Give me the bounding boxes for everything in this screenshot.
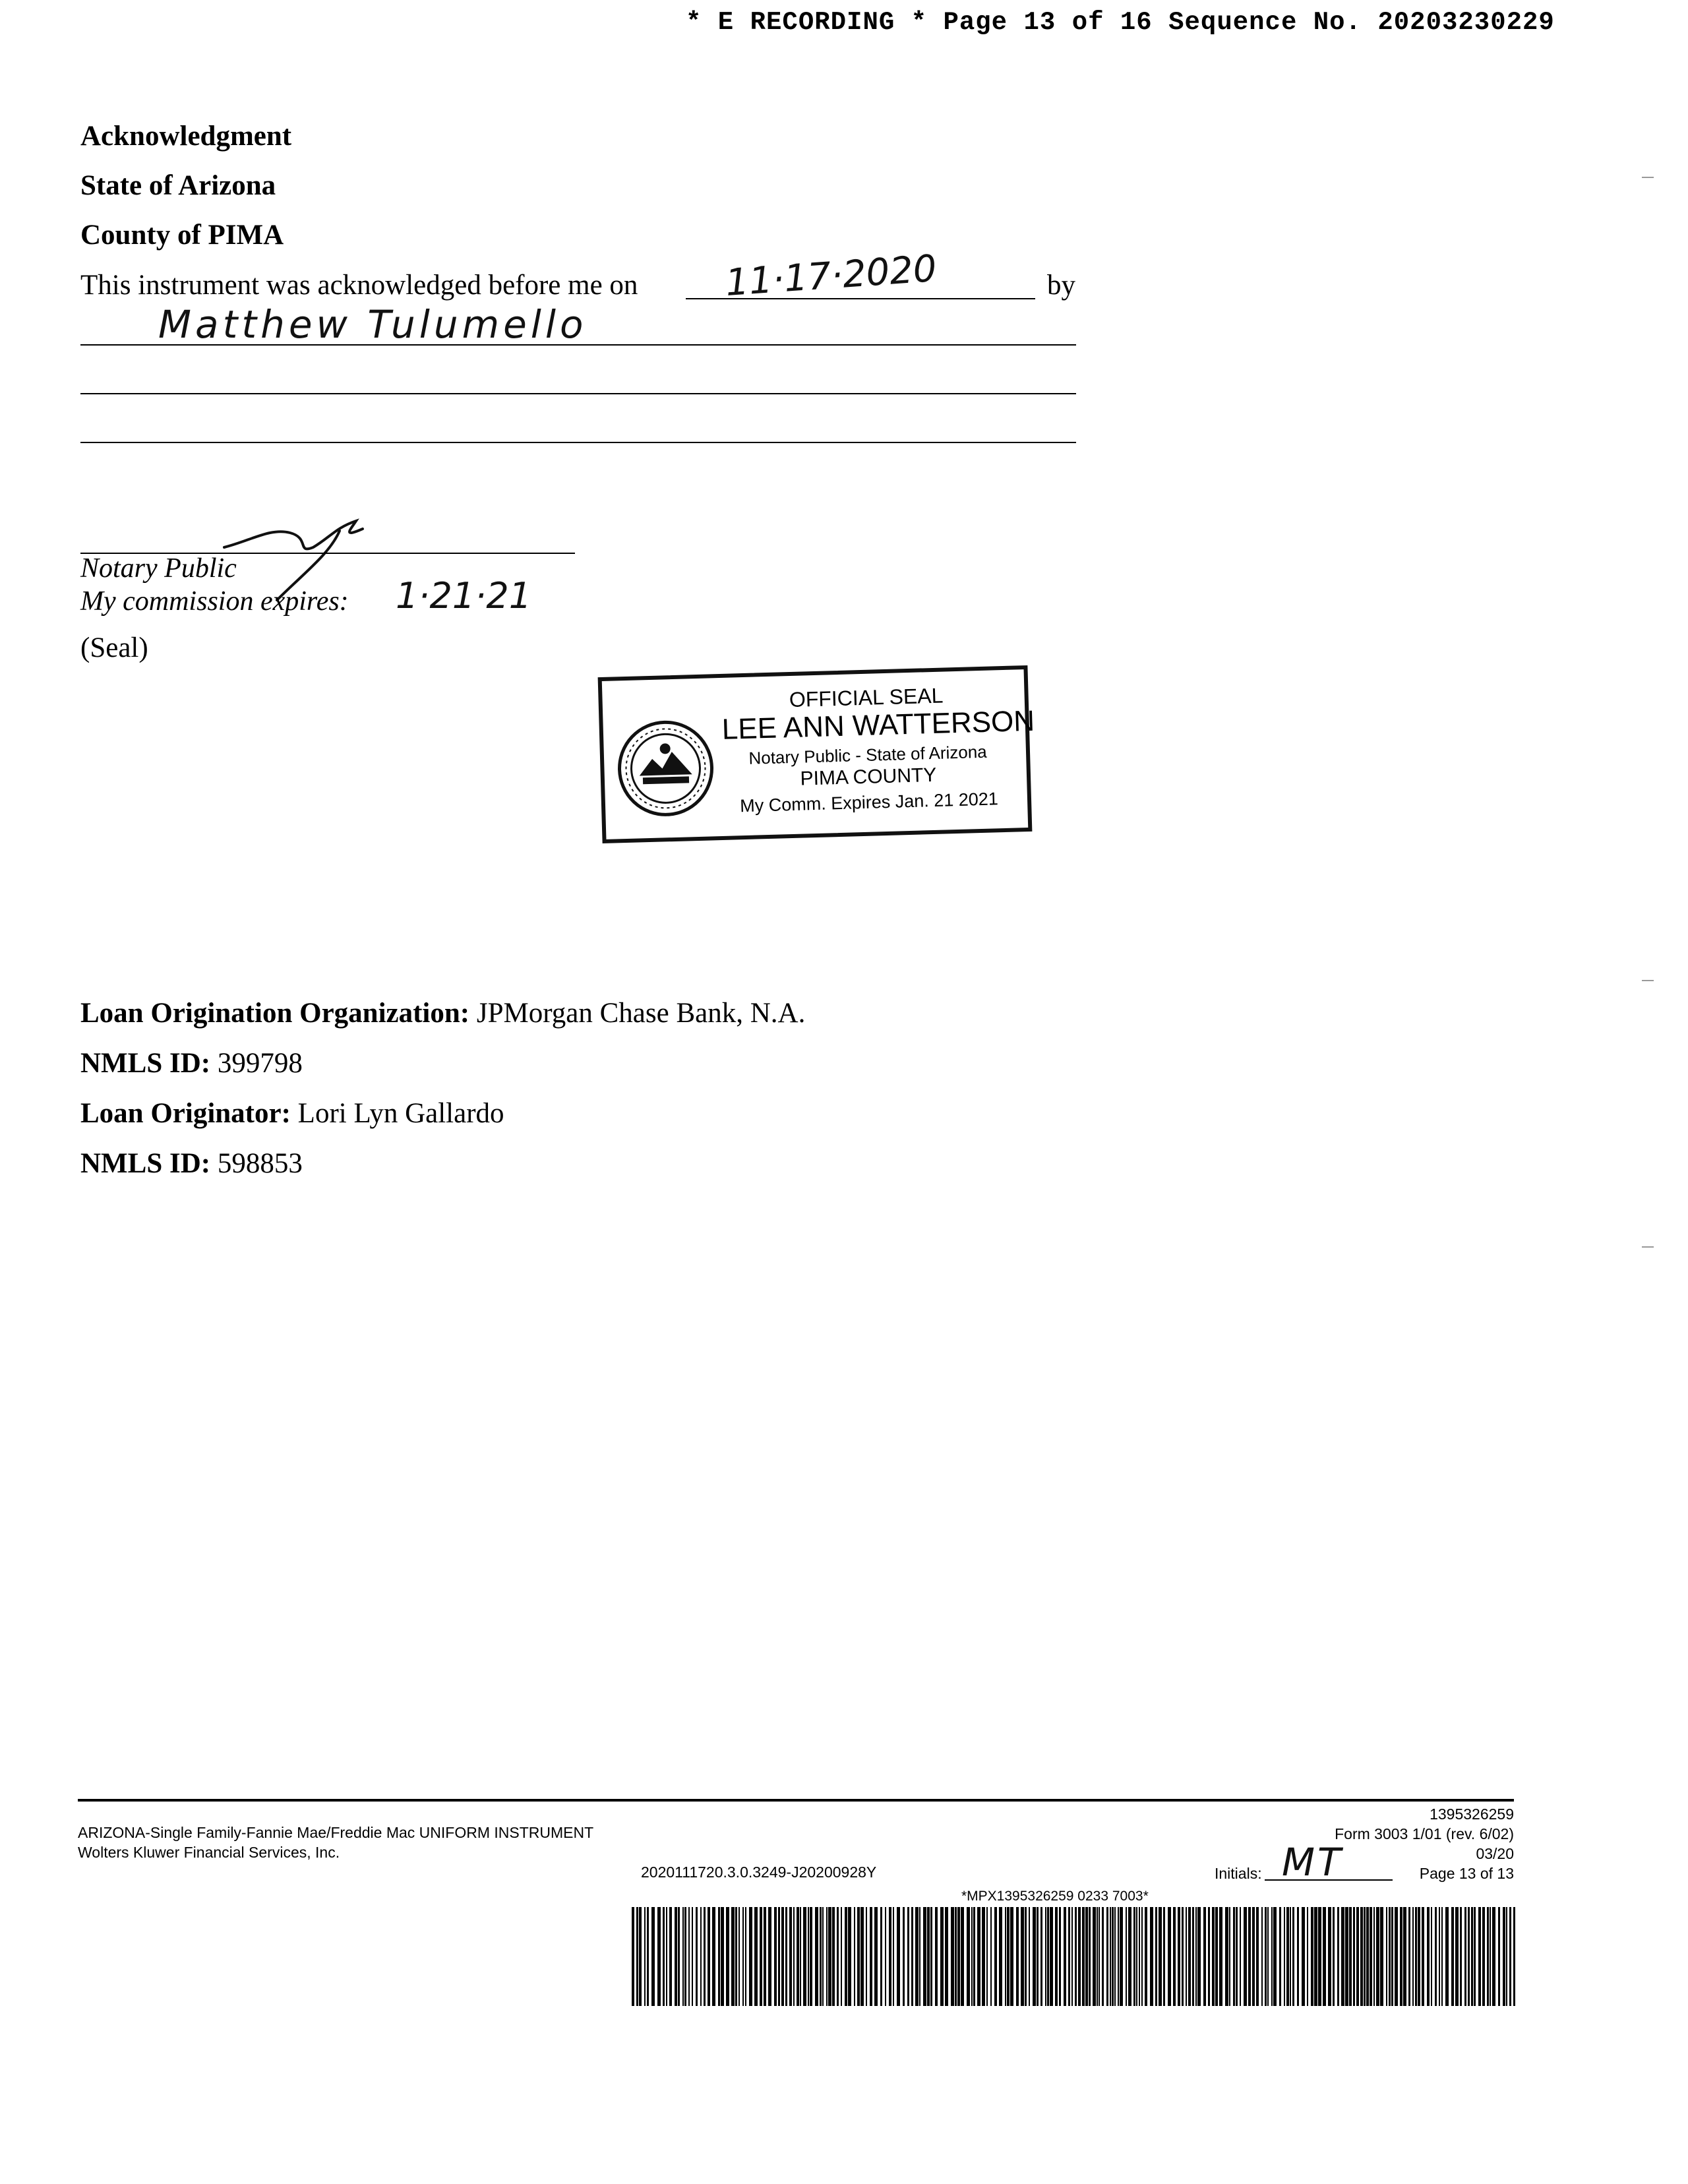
barcode-bar	[760, 1907, 762, 2006]
seal-notary-name: LEE ANN WATTERSON	[721, 704, 1035, 746]
barcode-bar	[1271, 1907, 1273, 2006]
barcode-bar	[1229, 1907, 1230, 2006]
barcode-bar	[1082, 1907, 1085, 2006]
barcode-bar	[1492, 1907, 1495, 2006]
barcode-bar	[1318, 1907, 1321, 2006]
barcode-bar	[1155, 1907, 1157, 2006]
barcode-bar	[1078, 1907, 1081, 2006]
barcode-bar	[990, 1907, 992, 2006]
barcode-bar	[1047, 1907, 1049, 2006]
footer-publisher: Wolters Kluwer Financial Services, Inc.	[78, 1844, 340, 1861]
barcode-bar	[764, 1907, 766, 2006]
barcode-bar	[1337, 1907, 1339, 2006]
barcode-bar	[1212, 1907, 1215, 2006]
barcode-bar	[1059, 1907, 1061, 2006]
barcode-bar	[973, 1907, 975, 2006]
barcode-bar	[1284, 1907, 1285, 2006]
barcode-bar	[742, 1907, 744, 2006]
barcode-bar	[994, 1907, 997, 2006]
barcode-bar	[1208, 1907, 1210, 2006]
barcode-bar	[828, 1907, 831, 2006]
barcode-bar	[749, 1907, 752, 2006]
barcode-text: *MPX1395326259 0233 7003*	[961, 1889, 1149, 1904]
barcode-bar	[781, 1907, 784, 2006]
notary-public-label: Notary Public	[80, 553, 237, 584]
barcode-bar	[1236, 1907, 1238, 2006]
nmls-org-row	[80, 1047, 303, 1079]
barcode-bar	[1341, 1907, 1344, 2006]
barcode-bar	[666, 1907, 667, 2006]
barcode-bar	[803, 1907, 806, 2006]
barcode-bar	[778, 1907, 780, 2006]
footer-form-number: Form 3003 1/01 (rev. 6/02)	[1335, 1825, 1514, 1842]
barcode-bar	[977, 1907, 980, 2006]
barcode-bar	[945, 1907, 948, 2006]
barcode-bar	[1097, 1907, 1098, 2006]
barcode-bar	[1471, 1907, 1473, 2006]
barcode-bar	[1513, 1907, 1515, 2006]
barcode-bar	[1240, 1907, 1241, 2006]
barcode-bar	[951, 1907, 954, 2006]
barcode-bar	[810, 1907, 812, 2006]
arizona-state-seal-icon	[615, 717, 716, 819]
barcode-bar	[726, 1907, 729, 2006]
barcode-bar	[1431, 1907, 1432, 2006]
barcode-bar	[1370, 1907, 1372, 2006]
footer-document-code: 2020111720.3.0.3249-J20200928Y	[641, 1864, 877, 1881]
barcode-bar	[955, 1907, 957, 2006]
barcode-bar	[1203, 1907, 1206, 2006]
barcode-bar	[1244, 1907, 1247, 2006]
barcode-bar	[721, 1907, 724, 2006]
nmls-originator-row	[80, 1147, 303, 1180]
barcode-bar	[1439, 1907, 1440, 2006]
barcode-bar	[857, 1907, 860, 2006]
barcode-bar	[632, 1907, 634, 2006]
barcode-bar	[1085, 1907, 1088, 2006]
barcode-bar	[1380, 1907, 1383, 2006]
barcode-bar	[1025, 1907, 1027, 2006]
barcode-bar	[789, 1907, 792, 2006]
barcode-bar	[1178, 1907, 1180, 2006]
barcode-bar	[1197, 1907, 1201, 2006]
handwritten-signer-name: Matthew Tulumello	[158, 302, 588, 347]
barcode-bar	[684, 1907, 686, 2006]
barcode-bar	[1016, 1907, 1019, 2006]
official-seal-stamp	[598, 665, 1033, 843]
barcode-bar	[712, 1907, 715, 2006]
barcode-bar	[1474, 1907, 1476, 2006]
barcode-bar	[1173, 1907, 1176, 2006]
barcode-bar	[885, 1907, 886, 2006]
barcode-bar	[832, 1907, 835, 2006]
barcode-bar	[1366, 1907, 1369, 2006]
barcode-bar	[651, 1907, 655, 2006]
barcode-bar	[971, 1907, 973, 2006]
barcode-bar	[1248, 1907, 1251, 2006]
barcode-bar	[1071, 1907, 1073, 2006]
barcode-bar	[1360, 1907, 1363, 2006]
barcode-bar	[785, 1907, 787, 2006]
barcode-bar	[1128, 1907, 1131, 2006]
barcode-bar	[1188, 1907, 1191, 2006]
barcode-bar	[1292, 1907, 1294, 2006]
barcode-bar	[1055, 1907, 1058, 2006]
barcode-bar	[1297, 1907, 1299, 2006]
barcode-bar	[1159, 1907, 1162, 2006]
barcode-image	[632, 1907, 1515, 2006]
barcode-bar	[745, 1907, 746, 2006]
barcode-bar	[657, 1907, 661, 2006]
loan-org-label: Loan Origination Organization:	[80, 998, 470, 1029]
barcode-bar	[793, 1907, 795, 2006]
barcode-bar	[1333, 1907, 1335, 2006]
barcode-bar	[1099, 1907, 1100, 2006]
barcode-bar	[692, 1907, 693, 2006]
barcode-bar	[1021, 1907, 1024, 2006]
barcode-bar	[1139, 1907, 1140, 2006]
barcode-bar	[1007, 1907, 1010, 2006]
barcode-bar	[735, 1907, 737, 2006]
footer-form-date: 03/20	[1476, 1845, 1514, 1862]
seal-label: (Seal)	[80, 632, 148, 663]
signer-line-2	[80, 393, 1076, 394]
barcode-bar	[704, 1907, 706, 2006]
barcode-bar	[1403, 1907, 1406, 2006]
barcode-bar	[808, 1907, 809, 2006]
barcode-bar	[1136, 1907, 1137, 2006]
barcode-bar	[845, 1907, 847, 2006]
barcode-bar	[1412, 1907, 1414, 2006]
barcode-bar	[1286, 1907, 1289, 2006]
barcode-bar	[1225, 1907, 1228, 2006]
barcode-bar	[1219, 1907, 1222, 2006]
barcode-bar	[1252, 1907, 1255, 2006]
barcode-bar	[986, 1907, 988, 2006]
statement-by: by	[1047, 270, 1075, 301]
barcode-bar	[1186, 1907, 1187, 2006]
barcode-bar	[1110, 1907, 1111, 2006]
barcode-bar	[1503, 1907, 1505, 2006]
barcode-bar	[1509, 1907, 1511, 2006]
barcode-bar	[870, 1907, 872, 2006]
barcode-bar	[919, 1907, 920, 2006]
barcode-bar	[1468, 1907, 1470, 2006]
barcode-bar	[837, 1907, 839, 2006]
barcode-bar	[1441, 1907, 1443, 2006]
barcode-bar	[880, 1907, 882, 2006]
barcode-bar	[940, 1907, 944, 2006]
barcode-bar	[1464, 1907, 1466, 2006]
barcode-bar	[1328, 1907, 1331, 2006]
scan-mark	[1642, 177, 1654, 178]
barcode-bar	[1093, 1907, 1096, 2006]
barcode-bar	[911, 1907, 913, 2006]
barcode-bar	[1455, 1907, 1459, 2006]
barcode-bar	[961, 1907, 964, 2006]
barcode-bar	[1233, 1907, 1235, 2006]
barcode-bar	[1418, 1907, 1420, 2006]
scan-mark	[1642, 980, 1654, 981]
barcode-bar	[1163, 1907, 1165, 2006]
barcode-bar	[1478, 1907, 1481, 2006]
barcode-bar	[1133, 1907, 1135, 2006]
footer-rule	[78, 1799, 1514, 1802]
nmls-originator-value: 598853	[217, 1148, 303, 1179]
barcode-bar	[860, 1907, 864, 2006]
handwritten-date: 11·17·2020	[724, 247, 938, 305]
barcode-bar	[1386, 1907, 1387, 2006]
barcode-bar	[1349, 1907, 1352, 2006]
seal-expiration: My Comm. Expires Jan. 21 2021	[739, 789, 999, 816]
barcode-bar	[1102, 1907, 1104, 2006]
barcode-bar	[889, 1907, 891, 2006]
loan-origination-row	[80, 997, 805, 1029]
barcode-bar	[1307, 1907, 1308, 2006]
barcode-bar	[820, 1907, 822, 2006]
barcode-bar	[1314, 1907, 1317, 2006]
recording-header: * E RECORDING * Page 13 of 16 Sequence No. 20203230229	[686, 8, 1555, 37]
barcode-bar	[1422, 1907, 1424, 2006]
signer-line-1	[80, 344, 1076, 346]
state-line: State of Arizona	[80, 170, 276, 201]
handwritten-commission-date: 1·21·21	[396, 575, 532, 617]
barcode-bar	[1356, 1907, 1359, 2006]
barcode-bar	[1141, 1907, 1143, 2006]
barcode-bar	[1415, 1907, 1417, 2006]
barcode-bar	[1279, 1907, 1281, 2006]
barcode-bar	[815, 1907, 818, 2006]
barcode-bar	[708, 1907, 710, 2006]
footer-loan-number: 1395326259	[1430, 1805, 1514, 1823]
barcode-bar	[935, 1907, 938, 2006]
barcode-bar	[663, 1907, 665, 2006]
loan-originator-label: Loan Originator:	[80, 1098, 291, 1129]
barcode-bar	[1075, 1907, 1077, 2006]
barcode-bar	[957, 1907, 960, 2006]
barcode-bar	[1050, 1907, 1053, 2006]
barcode-bar	[1506, 1907, 1507, 2006]
barcode-bar	[893, 1907, 894, 2006]
signer-line-3	[80, 442, 1076, 443]
barcode-bar	[1364, 1907, 1366, 2006]
barcode-bar	[903, 1907, 905, 2006]
barcode-bar	[982, 1907, 985, 2006]
barcode-bar	[1182, 1907, 1184, 2006]
loan-originator-row	[80, 1097, 504, 1130]
barcode-bar	[1290, 1907, 1291, 2006]
barcode-bar	[1373, 1907, 1375, 2006]
barcode-bar	[738, 1907, 740, 2006]
barcode-bar	[636, 1907, 638, 2006]
barcode-bar	[1040, 1907, 1042, 2006]
loan-originator-value: Lori Lyn Gallardo	[297, 1098, 504, 1129]
barcode-bar	[1256, 1907, 1259, 2006]
barcode-bar	[1037, 1907, 1039, 2006]
barcode-bar	[700, 1907, 702, 2006]
acknowledgment-statement: This instrument was acknowledged before me on	[80, 270, 638, 301]
barcode-bar	[1068, 1907, 1070, 2006]
barcode-bar	[1033, 1907, 1036, 2006]
barcode-bar	[1150, 1907, 1153, 2006]
barcode-bar	[1195, 1907, 1197, 2006]
barcode-bar	[718, 1907, 720, 2006]
barcode-bar	[1435, 1907, 1437, 2006]
barcode-bar	[731, 1907, 735, 2006]
barcode-bar	[1106, 1907, 1108, 2006]
barcode-bar	[1311, 1907, 1313, 2006]
barcode-bar	[1408, 1907, 1410, 2006]
barcode-bar	[644, 1907, 646, 2006]
loan-org-value: JPMorgan Chase Bank, N.A.	[476, 998, 806, 1029]
barcode-bar	[1112, 1907, 1114, 2006]
barcode-bar	[1487, 1907, 1489, 2006]
barcode-bar	[874, 1907, 878, 2006]
barcode-bar	[923, 1907, 926, 2006]
barcode-bar	[1451, 1907, 1454, 2006]
barcode-bar	[1400, 1907, 1402, 2006]
barcode-bar	[1345, 1907, 1348, 2006]
barcode-bar	[1120, 1907, 1123, 2006]
nmls-originator-label: NMLS ID:	[80, 1148, 211, 1179]
barcode-bar	[1395, 1907, 1398, 2006]
barcode-bar	[675, 1907, 677, 2006]
barcode-bar	[1267, 1907, 1269, 2006]
barcode-bar	[800, 1907, 801, 2006]
barcode-bar	[854, 1907, 855, 2006]
barcode-bar	[1010, 1907, 1013, 2006]
barcode-bar	[999, 1907, 1002, 2006]
barcode-bar	[848, 1907, 851, 2006]
barcode-bar	[1353, 1907, 1355, 2006]
barcode-bar	[696, 1907, 698, 2006]
barcode-bar	[754, 1907, 758, 2006]
barcode-bar	[1389, 1907, 1391, 2006]
barcode-bar	[797, 1907, 799, 2006]
seal-county: PIMA COUNTY	[800, 764, 937, 790]
barcode-bar	[930, 1907, 932, 2006]
seal-heading: OFFICIAL SEAL	[789, 683, 944, 712]
barcode-bar	[841, 1907, 842, 2006]
barcode-bar	[967, 1907, 970, 2006]
barcode-bar	[1460, 1907, 1462, 2006]
barcode-bar	[1427, 1907, 1430, 2006]
barcode-bar	[1145, 1907, 1147, 2006]
barcode-bar	[688, 1907, 690, 2006]
barcode-bar	[647, 1907, 649, 2006]
barcode-bar	[1168, 1907, 1171, 2006]
county-line: County of PIMA	[80, 220, 284, 251]
barcode-bar	[897, 1907, 900, 2006]
barcode-bar	[678, 1907, 680, 2006]
barcode-bar	[1064, 1907, 1066, 2006]
barcode-bar	[669, 1907, 672, 2006]
scan-mark	[1642, 1246, 1654, 1248]
barcode-bar	[1323, 1907, 1326, 2006]
barcode-bar	[927, 1907, 930, 2006]
barcode-bar	[1005, 1907, 1006, 2006]
commission-expires-label: My commission expires:	[80, 586, 349, 617]
seal-role: Notary Public - State of Arizona	[748, 741, 988, 768]
barcode-bar	[1273, 1907, 1277, 2006]
barcode-bar	[915, 1907, 919, 2006]
barcode-bar	[1045, 1907, 1046, 2006]
handwritten-initials: MT	[1282, 1840, 1344, 1885]
nmls-org-label: NMLS ID:	[80, 1048, 211, 1079]
barcode-bar	[774, 1907, 777, 2006]
barcode-bar	[1126, 1907, 1127, 2006]
barcode-bar	[1391, 1907, 1393, 2006]
barcode-bar	[1192, 1907, 1194, 2006]
barcode-bar	[1376, 1907, 1379, 2006]
footer-initials-label: Initials:	[1215, 1865, 1262, 1882]
barcode-bar	[1114, 1907, 1116, 2006]
barcode-bar	[866, 1907, 867, 2006]
footer-instrument-name: ARIZONA-Single Family-Fannie Mae/Freddie Mac UNIFORM INSTRUMENT	[78, 1824, 594, 1841]
barcode-bar	[826, 1907, 828, 2006]
acknowledgment-title: Acknowledgment	[80, 121, 292, 152]
barcode-bar	[682, 1907, 684, 2006]
barcode-bar	[1118, 1907, 1119, 2006]
barcode-bar	[1482, 1907, 1485, 2006]
barcode-bar	[907, 1907, 909, 2006]
barcode-bar	[1490, 1907, 1491, 2006]
barcode-bar	[639, 1907, 642, 2006]
nmls-org-value: 399798	[217, 1048, 303, 1079]
barcode-bar	[768, 1907, 771, 2006]
barcode-bar	[1498, 1907, 1500, 2006]
barcode-bar	[822, 1907, 824, 2006]
barcode-bar	[1029, 1907, 1030, 2006]
barcode-bar	[1265, 1907, 1267, 2006]
barcode-bar	[1261, 1907, 1263, 2006]
footer-page-number: Page 13 of 13	[1419, 1865, 1514, 1882]
barcode-bar	[1302, 1907, 1305, 2006]
barcode-bar	[1215, 1907, 1218, 2006]
barcode-bar	[1089, 1907, 1091, 2006]
barcode-bar	[1445, 1907, 1449, 2006]
